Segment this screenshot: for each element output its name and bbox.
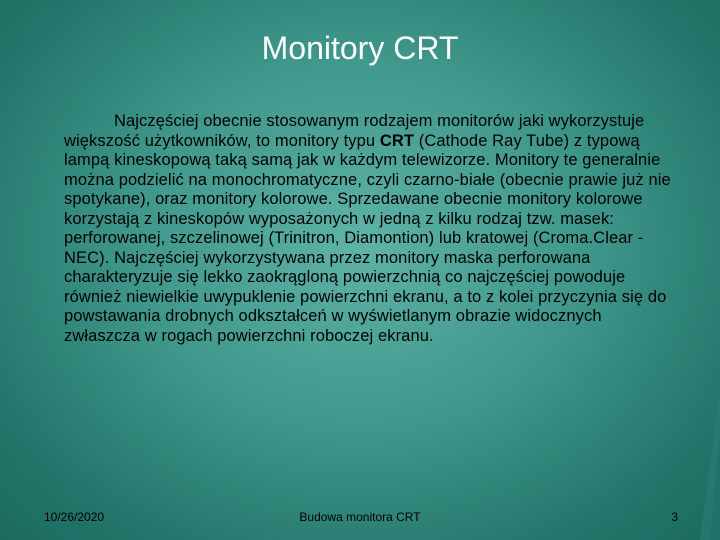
slide-title: Monitory CRT (261, 30, 459, 66)
body-text-part2: (Cathode Ray Tube) z typową lampą kineskopową taką samą jak w każdym telewizorze. Monitory te generalnie można podzielić na monochromatyczne, czyli czarno-białe (obecnie prawie już nie spotykane), oraz monitory kolorowe. Sprzedawane obecnie monitory kolorowe korzystają z kineskopów wyposażonych w jedną z kilku rodzaj tzw. masek: perforowanej, szczelinowej (Trinitron, Diamontion) lub kratowej (Croma.Clear - NEC). Najczęściej wykorzystywana przez monitory maska perforowana charakteryzuje się lekko zaokrągloną powierzchnią co najczęściej powoduje również niewielkie uwypuklenie powierzchni ekranu, a to z kolei przyczynia się do powstawania drobnych odkształceń w wyświetlanym obrazie widocznych zwłaszcza w rogach powierzchni roboczej ekranu. (64, 131, 671, 345)
footer-date: 10/26/2020 (44, 510, 105, 524)
body-text-part1: Najczęściej obecnie stosowanym rodzajem monitorów jaki wykorzystuje większość użytkowników, to monitory typu (64, 112, 645, 150)
slide-body-text (64, 112, 676, 346)
footer-page-number: 3 (671, 510, 678, 524)
footer-title: Budowa monitora CRT (299, 510, 421, 524)
body-text-bold-crt: CRT (379, 131, 415, 150)
